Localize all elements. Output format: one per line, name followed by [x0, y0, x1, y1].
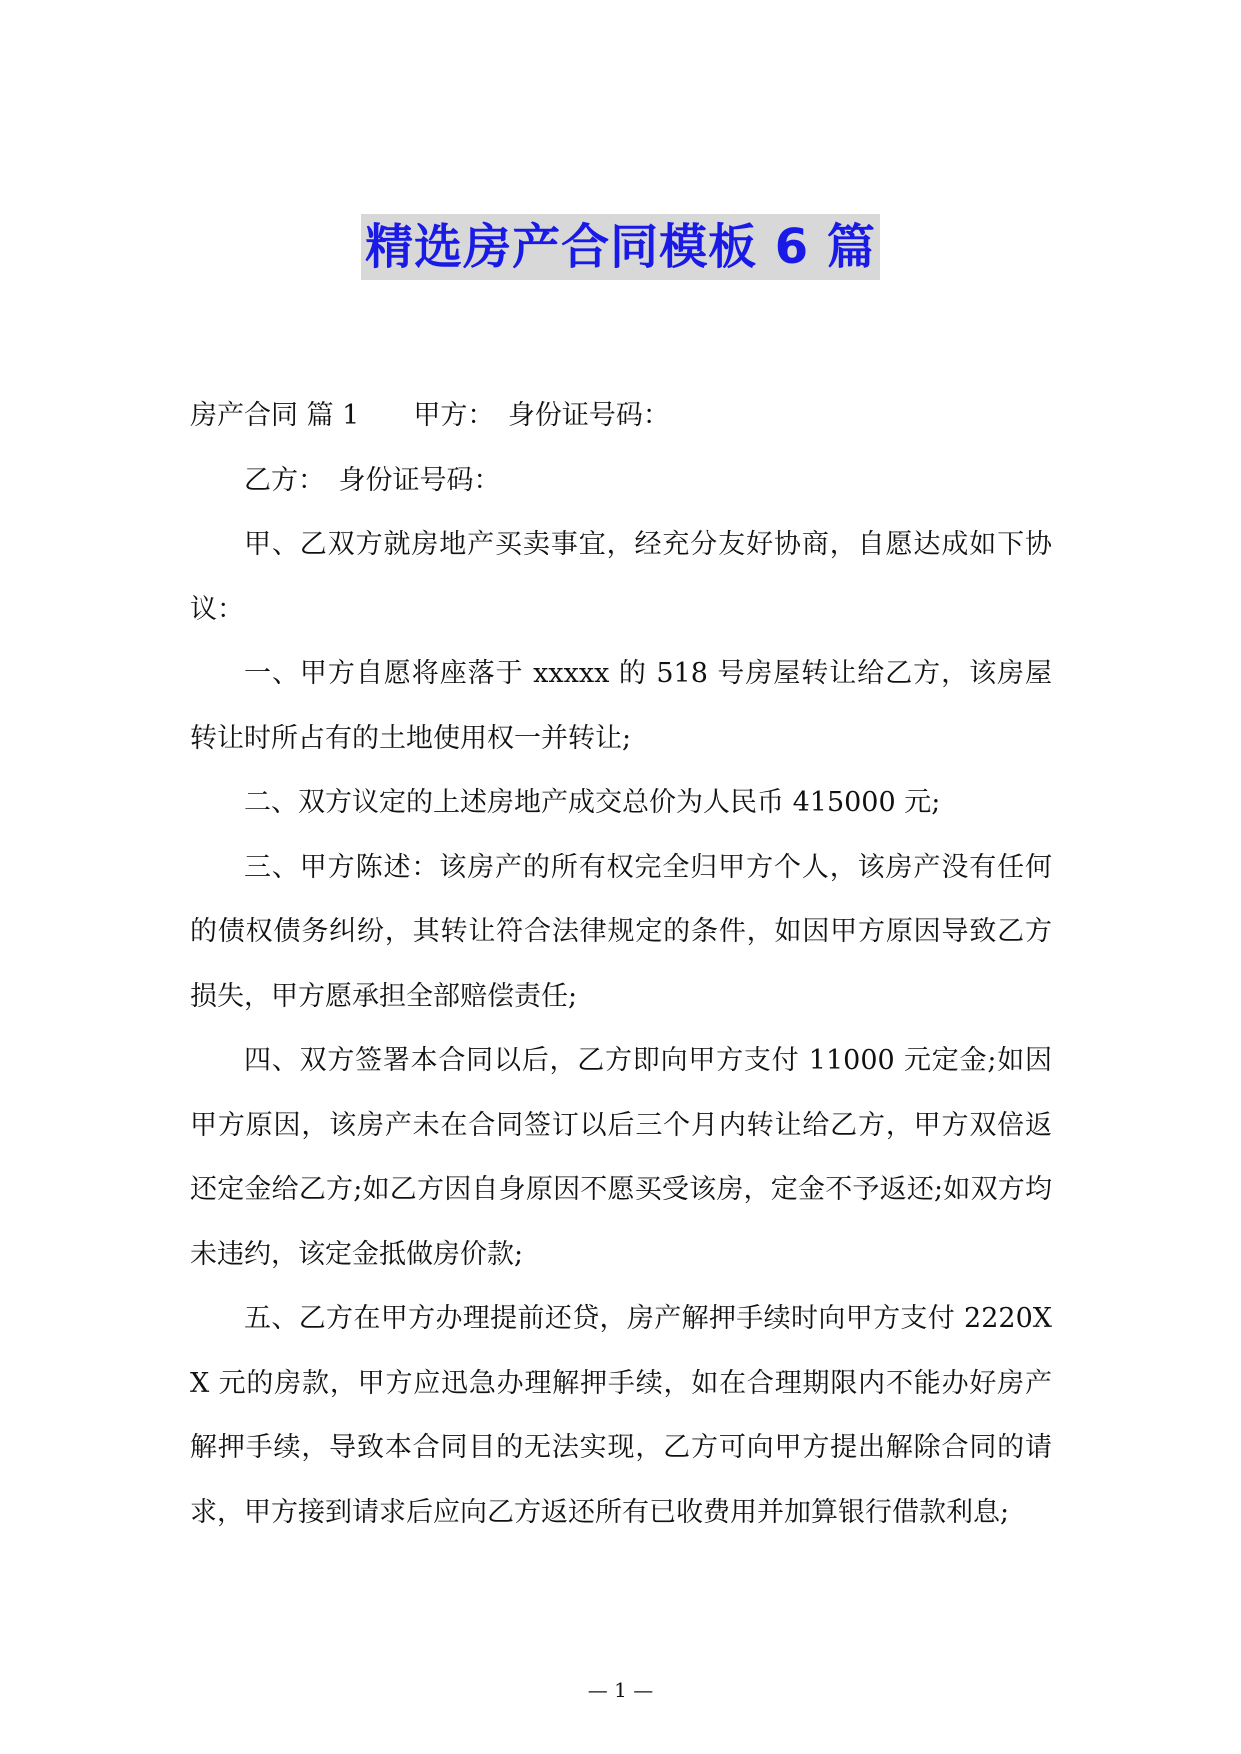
paragraph: 二、双方议定的上述房地产成交总价为人民币 415000 元;	[244, 787, 941, 818]
document-body	[190, 384, 1052, 1545]
paragraph: 一、甲方自愿将座落于 xxxxx 的 518 号房屋转让给乙方，该房屋转让时所占有的土地使用权一并转让;	[190, 658, 1052, 754]
party-a-line: 甲方： 身份证号码：	[413, 400, 670, 431]
intro-line	[190, 384, 1052, 449]
paragraph: 四、双方签署本合同以后，乙方即向甲方支付 11000 元定金;如因甲方原因，该房产未在合同签订以后三个月内转让给乙方，甲方双倍返还定金给乙方;如乙方因自身原因不愿买受该房，定金不予返还;如双方均未违约，该定金抵做房价款;	[190, 1045, 1052, 1270]
party-b-line: 乙方： 身份证号码：	[244, 464, 501, 496]
section-label: 房产合同 篇 1	[190, 400, 360, 431]
paragraph: 甲、乙双方就房地产买卖事宜，经充分友好协商，自愿达成如下协议：	[190, 529, 1052, 625]
title-container	[0, 214, 1241, 280]
paragraph: 三、甲方陈述：该房产的所有权完全归甲方个人，该房产没有任何的债权债务纠纷，其转让符合法律规定的条件，如因甲方原因导致乙方损失，甲方愿承担全部赔偿责任;	[190, 851, 1052, 1012]
page-number: — 1 —	[587, 1678, 654, 1702]
document-title: 精选房产合同模板 6 篇	[361, 214, 880, 280]
paragraph: 五、乙方在甲方办理提前还贷，房产解押手续时向甲方支付 2220XX 元的房款，甲方应迅急办理解押手续，如在合理期限内不能办好房产解押手续，导致本合同目的无法实现，乙方可向甲方提出解除合同的请求，甲方接到请求后应向乙方返还所有已收费用并加算银行借款利息;	[190, 1303, 1052, 1528]
